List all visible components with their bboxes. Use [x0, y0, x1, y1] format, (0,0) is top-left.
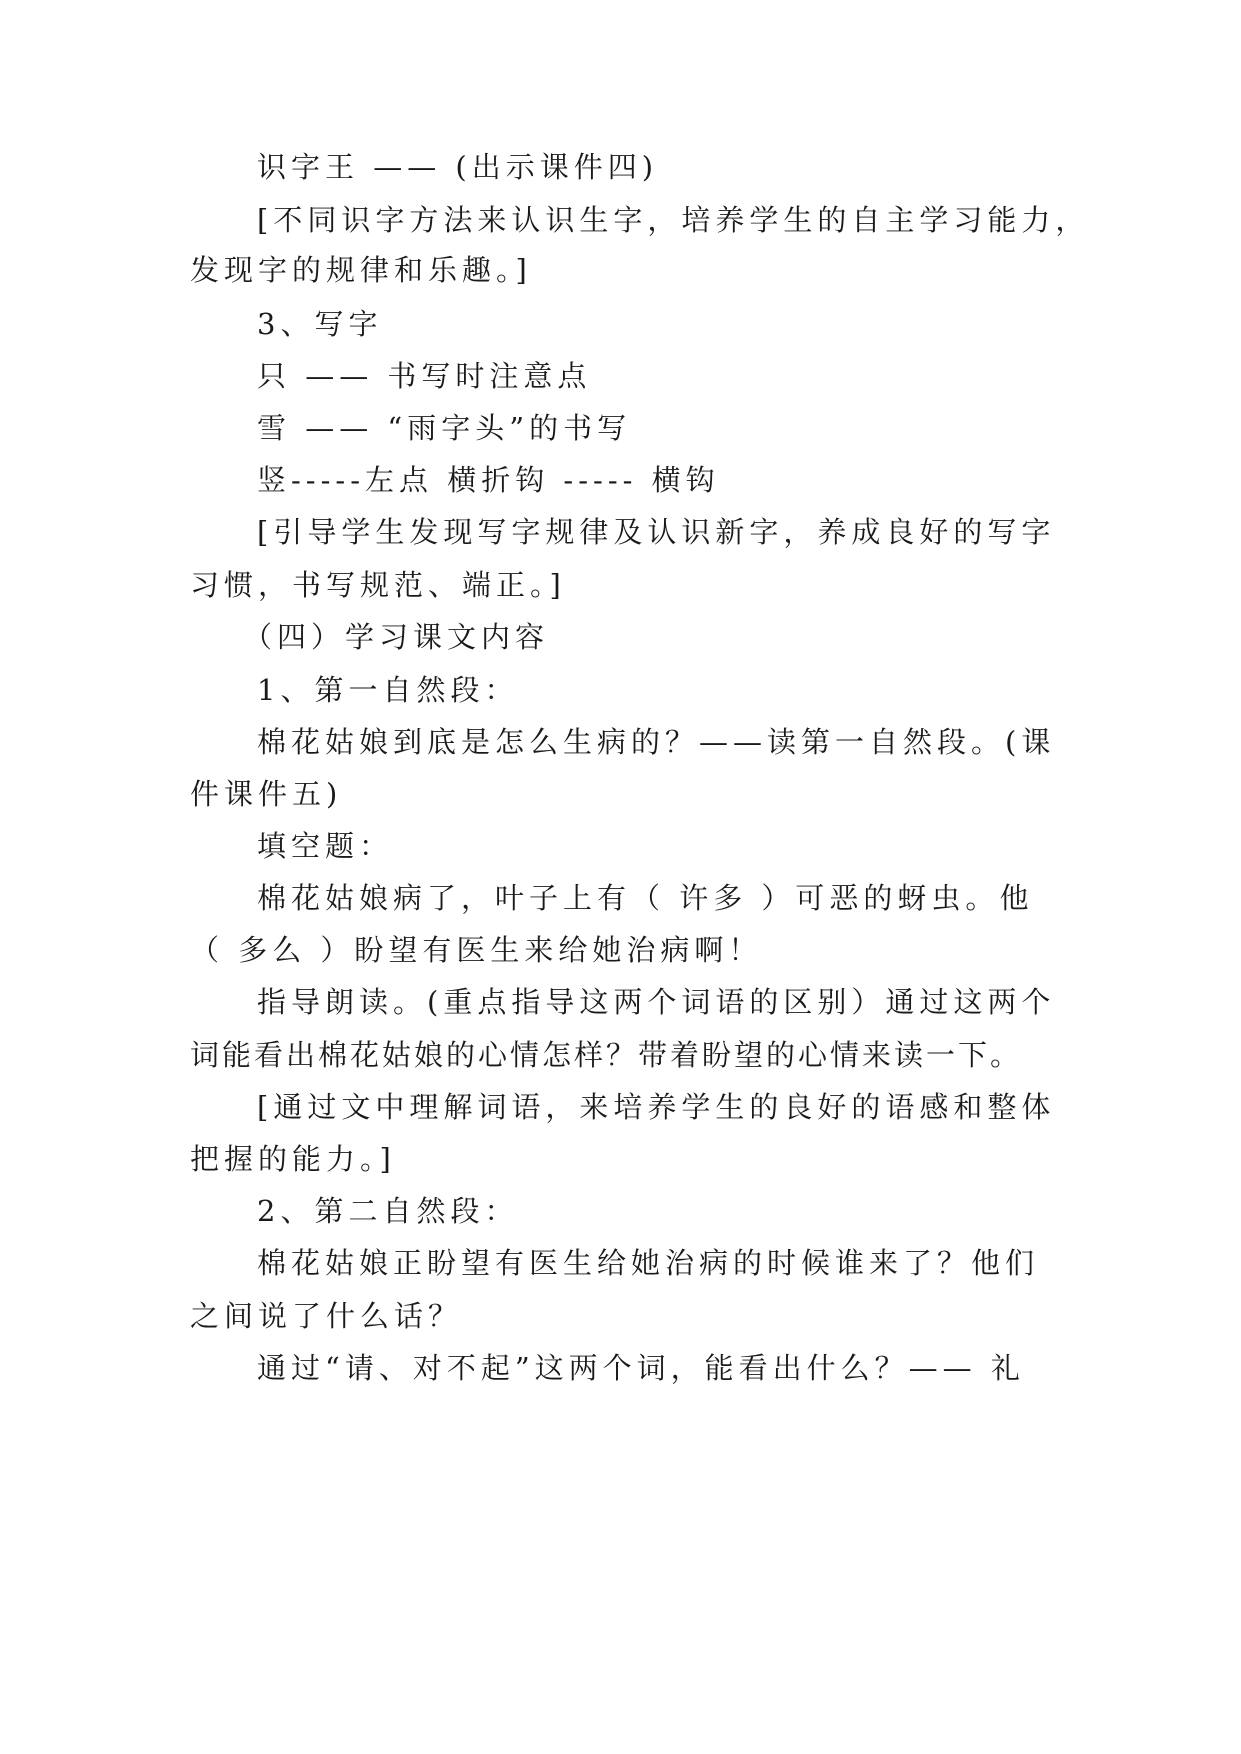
line-section-four: （四）学习课文内容: [243, 620, 550, 654]
line-fill-sentence-2: （ 多么 ）盼望有医生来给她治病啊！: [190, 933, 763, 967]
line-section-3: 3、写字: [257, 307, 383, 341]
line-shizi-wang: 识字王 —— (出示课件四): [257, 150, 659, 184]
line-zhi: 只 —— 书写时注意点: [257, 359, 592, 393]
line-note-2-end: 习惯，书写规范、端正。]: [190, 568, 566, 602]
line-note-3-start: [通过文中理解词语，来培养学生的良好的语感和整体: [257, 1090, 1056, 1124]
line-fill-blank: 填空题：: [257, 829, 394, 863]
line-para-2-question: 棉花姑娘正盼望有医生给她治病的时候谁来了？他们: [257, 1246, 1040, 1280]
line-xue: 雪 —— “雨字头”的书写: [257, 411, 632, 445]
line-para-1-courseware: 件课件五): [190, 777, 343, 811]
line-note-3-end: 把握的能力。]: [190, 1142, 396, 1176]
line-para-2-words: 通过“请、对不起”这两个词，能看出什么？—— 礼: [257, 1351, 1025, 1385]
line-para-1-question: 棉花姑娘到底是怎么生病的？——读第一自然段。(课: [257, 725, 1056, 759]
line-reading-guide-cont: 词能看出棉花姑娘的心情怎样？带着盼望的心情来读一下。: [190, 1038, 1023, 1072]
line-para-2-question-cont: 之间说了什么话？: [190, 1299, 463, 1333]
line-note-2-start: [引导学生发现写字规律及认识新字，养成良好的写字: [257, 515, 1056, 549]
line-shu: 竖-----左点 横折钩 ----- 横钩: [257, 463, 720, 497]
line-note-1-start: [不同识字方法来认识生字，培养学生的自主学习能力，: [257, 203, 1090, 237]
line-para-2-heading: 2、第二自然段：: [257, 1194, 519, 1228]
line-fill-sentence-1: 棉花姑娘病了，叶子上有（ 许多 ）可恶的蚜虫。他: [257, 881, 1034, 915]
line-reading-guide: 指导朗读。(重点指导这两个词语的区别）通过这两个: [257, 985, 1056, 1019]
line-para-1-heading: 1、第一自然段：: [257, 673, 519, 707]
line-note-1-end: 发现字的规律和乐趣。]: [190, 253, 532, 287]
